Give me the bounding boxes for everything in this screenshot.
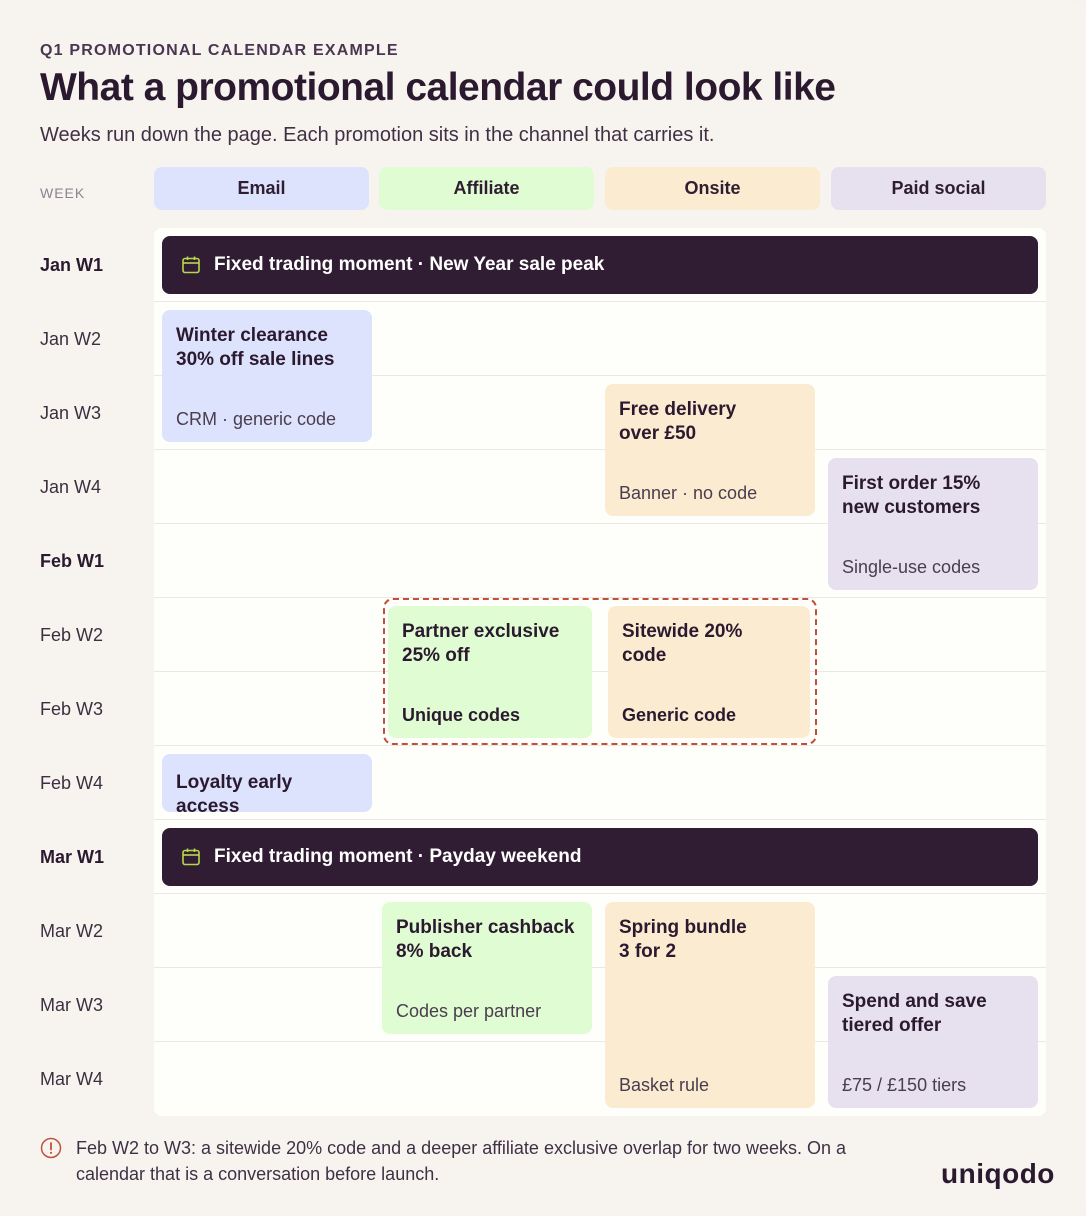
- fixed-moment-label: Fixed trading moment · Payday weekend: [214, 846, 582, 867]
- week-label-jan-w2: Jan W2: [40, 329, 102, 349]
- promo-title: Spring bundle 3 for 2: [619, 917, 747, 962]
- calendar-icon: [181, 847, 201, 867]
- row-divider: [154, 819, 1046, 820]
- promo-subtitle: Single-use codes: [842, 557, 981, 577]
- week-label-mar-w4: Mar W4: [40, 1069, 103, 1089]
- promo-subtitle: Basket rule: [619, 1075, 710, 1095]
- alert-icon: [40, 1137, 62, 1159]
- week-label-feb-w4: Feb W4: [40, 773, 104, 793]
- week-label-feb-w3: Feb W3: [40, 699, 104, 719]
- promo-title: Free delivery over £50: [619, 399, 737, 444]
- channel-header-paid-social: Paid social: [831, 167, 1046, 210]
- promo-subtitle: £75 / £150 tiers: [842, 1075, 967, 1095]
- promo-card-spring-bundle[interactable]: [605, 902, 815, 1108]
- brand-logo: uniqodo: [941, 1158, 1055, 1189]
- promo-title: Winter clearance 30% off sale lines: [176, 325, 335, 370]
- page-subtitle: Weeks run down the page. Each promotion sits in the channel that carries it.: [40, 124, 715, 146]
- promo-card-publisher-cashback[interactable]: [382, 902, 592, 1034]
- row-divider: [154, 967, 1046, 968]
- promo-card-first-order[interactable]: [828, 458, 1038, 590]
- row-divider: [154, 449, 1046, 450]
- channel-header-onsite: Onsite: [605, 167, 820, 210]
- fixed-moment-payday[interactable]: [162, 828, 1038, 886]
- promo-title: Sitewide 20% code: [622, 621, 743, 666]
- promo-subtitle: Banner · no code: [619, 483, 758, 503]
- promo-subtitle: Generic code: [622, 705, 737, 725]
- promo-subtitle: Codes per partner: [396, 1001, 542, 1021]
- promo-title: Spend and save tiered offer: [842, 991, 987, 1036]
- week-label-mar-w2: Mar W2: [40, 921, 103, 941]
- fixed-moment-label: Fixed trading moment · New Year sale peak: [214, 254, 605, 275]
- week-label-jan-w3: Jan W3: [40, 403, 102, 423]
- promo-title: Loyalty early access: [176, 772, 293, 817]
- promo-card-winter-clearance[interactable]: [162, 310, 372, 442]
- row-divider: [154, 301, 1046, 302]
- week-label-mar-w3: Mar W3: [40, 995, 103, 1015]
- promo-subtitle: CRM · generic code: [176, 409, 337, 429]
- week-column-header: WEEK: [40, 185, 86, 201]
- promo-title: First order 15% new customers: [842, 473, 981, 518]
- week-label-jan-w4: Jan W4: [40, 477, 102, 497]
- channel-header-email: Email: [154, 167, 369, 210]
- promo-title: Partner exclusive 25% off: [402, 621, 560, 666]
- promo-card-spend-and-save[interactable]: [828, 976, 1038, 1108]
- channel-header-affiliate: Affiliate: [379, 167, 594, 210]
- week-label-mar-w1: Mar W1: [40, 847, 105, 867]
- page-title: What a promotional calendar could look like: [40, 66, 836, 109]
- row-divider: [154, 893, 1046, 894]
- eyebrow: Q1 PROMOTIONAL CALENDAR EXAMPLE: [40, 42, 399, 59]
- promo-subtitle: Unique codes: [402, 705, 521, 725]
- week-label-feb-w2: Feb W2: [40, 625, 104, 645]
- week-label-feb-w1: Feb W1: [40, 551, 105, 571]
- promo-title: Publisher cashback 8% back: [396, 917, 575, 962]
- row-divider: [154, 745, 1046, 746]
- footer-note: Feb W2 to W3: a sitewide 20% code and a deeper affiliate exclusive overlap for two weeks. On a calendar that is a conversation before launch.: [76, 1138, 847, 1184]
- promo-card-free-delivery[interactable]: [605, 384, 815, 516]
- promo-card-loyalty-early-access[interactable]: [162, 754, 372, 817]
- calendar-icon: [181, 255, 201, 275]
- overlap-highlight: [383, 598, 817, 745]
- week-label-jan-w1: Jan W1: [40, 255, 104, 275]
- fixed-moment-new-year[interactable]: [162, 236, 1038, 294]
